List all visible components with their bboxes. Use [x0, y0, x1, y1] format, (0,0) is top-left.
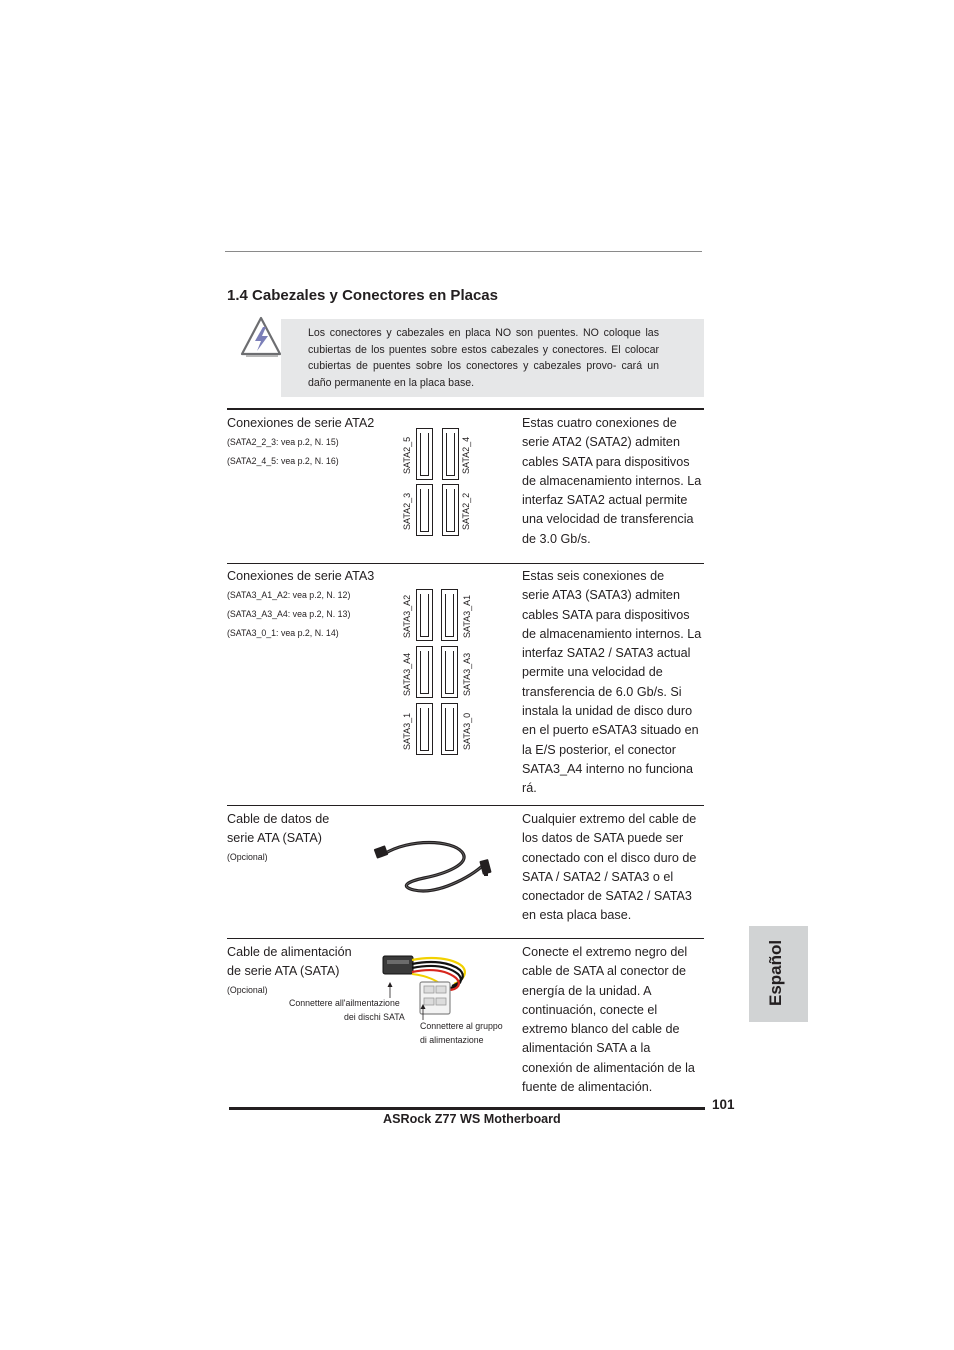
power-cable-description: Conecte el extremo negro del cable de SATA al conector de energía de la unidad. A continuación, conecte el extremo blanco del cable de alimentación SATA a la conexión de alimentación de la fuente de alimentación. [522, 945, 695, 1095]
sata3-port-label: SATA3_A4 [402, 652, 412, 696]
callout-left-1: Connettere all'ailmentazione [289, 998, 400, 1008]
sata3-description: Estas seis conexiones de serie ATA3 (SATA3) admiten cables SATA para dispositivos de almacenamiento internos. La interfaz SATA2 / SATA3 actual permite una velocidad de transferencia de 6.0 Gb/s. Si instala la unidad de disco duro en el puerto eSATA3 situado en la E/S posterior, el conector SATA3_A4 interno no funciona rá. [522, 569, 702, 796]
sata3-port-a2 [416, 589, 433, 641]
sata2-port-label: SATA2_3 [402, 492, 412, 530]
power-cable-optional: (Opcional) [227, 985, 268, 995]
sata3-port-label: SATA3_1 [402, 712, 412, 750]
sata3-port-1 [416, 703, 433, 755]
sata2-port-3 [416, 484, 433, 536]
callout-right-2: di alimentazione [420, 1035, 484, 1045]
callout-left-2: dei dischi SATA [344, 1012, 405, 1022]
table-top-rule [227, 408, 704, 410]
sata3-port-label: SATA3_A2 [402, 594, 412, 638]
warning-lightning-icon [240, 316, 282, 358]
sata-data-cable-image [370, 832, 500, 897]
sata3-ref-1: (SATA3_A1_A2: vea p.2, N. 12) [227, 590, 351, 600]
top-divider [225, 251, 702, 252]
sata3-port-0 [441, 703, 458, 755]
sata2-port-4 [442, 428, 459, 480]
warning-icon [240, 316, 282, 358]
data-cable-description: Cualquier extremo del cable de los datos de SATA puede ser conectado con el disco duro de SATA / SATA2 / SATA3 o el conectador de SATA2 / SATA3 en esta placa base. [522, 812, 697, 923]
sata3-port-label: SATA3_A1 [462, 594, 472, 638]
footer-title: ASRock Z77 WS Motherboard [383, 1112, 561, 1126]
row-divider [227, 938, 704, 939]
sata2-port-5 [416, 428, 433, 480]
sata2-port-label: SATA2_5 [402, 436, 412, 474]
data-cable-label-2: serie ATA (SATA) [227, 831, 322, 845]
sata2-label: Conexiones de serie ATA2 [227, 416, 375, 430]
sata3-ref-3: (SATA3_0_1: vea p.2, N. 14) [227, 628, 339, 638]
callout-arrow-right [420, 1004, 426, 1020]
sata2-port-2 [442, 484, 459, 536]
sata3-port-a3 [441, 646, 458, 698]
sata3-port-label: SATA3_A3 [462, 652, 472, 696]
sata2-description: Estas cuatro conexiones de serie ATA2 (SATA2) admiten cables SATA para dispositivos de almacenamiento internos. La interfaz SATA2 actual permite una velocidad de transferencia de 3.0 Gb/s. [522, 416, 702, 546]
language-tab-label: Español [766, 939, 785, 1006]
callout-arrow-left [387, 982, 393, 998]
power-cable-label-1: Cable de alimentación [227, 945, 352, 959]
section-title: 1.4 Cabezales y Conectores en Placas [227, 287, 498, 304]
footer-rule [229, 1107, 705, 1110]
sata2-ref-1: (SATA2_2_3: vea p.2, N. 15) [227, 437, 339, 447]
sata3-label: Conexiones de serie ATA3 [227, 569, 375, 583]
power-cable-label-2: de serie ATA (SATA) [227, 964, 340, 978]
sata2-ref-2: (SATA2_4_5: vea p.2, N. 16) [227, 456, 339, 466]
sata3-port-label: SATA3_0 [462, 712, 472, 750]
sata3-port-a1 [441, 589, 458, 641]
callout-right-1: Connettere al gruppo [420, 1021, 503, 1031]
sata3-port-a4 [416, 646, 433, 698]
data-cable-label-1: Cable de datos de [227, 812, 330, 826]
sata2-port-label: SATA2_2 [461, 492, 471, 530]
page-number: 101 [712, 1097, 735, 1112]
row-divider [227, 563, 704, 564]
data-cable-optional: (Opcional) [227, 852, 268, 862]
note-text: Los conectores y cabezales en placa NO son puentes. NO coloque las cubiertas de los puentes sobre estos cabezales y conectores. El colocar cubiertas de puentes sobre los conectores y cabezales provo- cará un daño permanente en la placa base. [308, 327, 659, 390]
sata3-ref-2: (SATA3_A3_A4: vea p.2, N. 13) [227, 609, 351, 619]
row-divider [227, 805, 704, 806]
sata2-port-label: SATA2_4 [461, 436, 471, 474]
